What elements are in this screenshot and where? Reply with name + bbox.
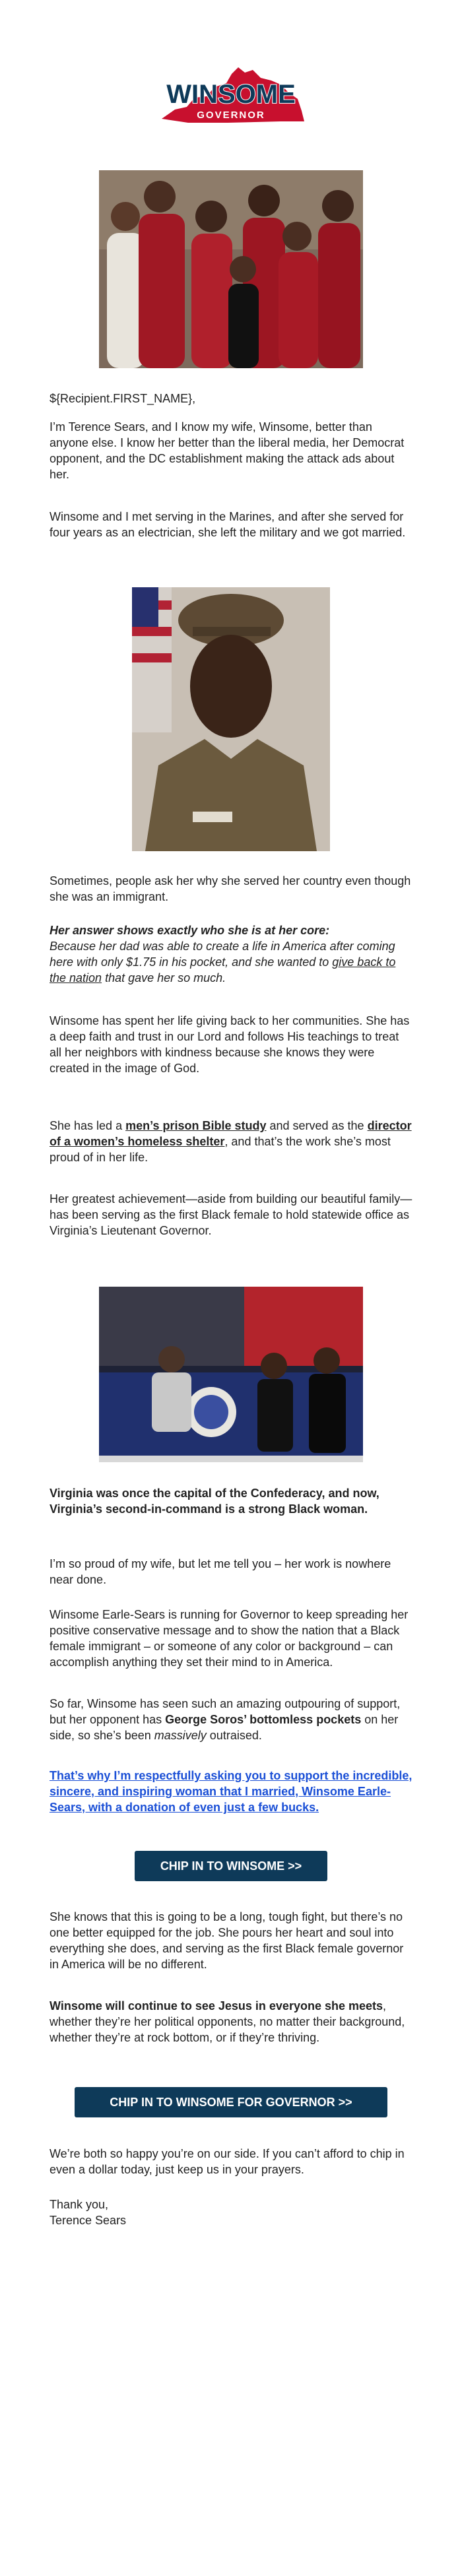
para5-c: and served as the <box>266 1119 368 1132</box>
swearing-in-photo <box>99 1287 363 1462</box>
para-tough-fight: She knows that this is going to be a long, tough fight, but there’s no one better equipped for the job. She pours her heart and soul into everything she does, and serving as the first Black female governor in America will be no different. <box>50 1910 404 1971</box>
para10-e: outraised. <box>206 1729 262 1742</box>
winsome-governor-logo <box>148 58 314 128</box>
para-why-served: Sometimes, people ask her why she served her country even though she was an immigrant. <box>50 874 411 903</box>
signoff: Thank you, <box>50 2198 109 2211</box>
para-her-answer <box>50 922 412 986</box>
para-proud: I’m so proud of my wife, but let me tell you – her work is nowhere near done. <box>50 1557 391 1586</box>
give-back-link[interactable]: give back to the nation <box>50 955 396 984</box>
para-marines: Winsome and I met serving in the Marines, and after she served for four years as an electrician, she left the military and we got married. <box>50 510 406 539</box>
logo-name: WINSOME <box>166 80 296 109</box>
marine-portrait-photo <box>132 587 330 851</box>
soros-text: George Soros’ bottomless pockets <box>165 1713 362 1726</box>
signature: Terence Sears <box>50 2214 127 2227</box>
para-running: Winsome Earle-Sears is running for Governor to keep spreading her positive conservative message and to show the nation that a Black female immigrant – or someone of any color or background – can accomplish anything they set their mind to in America. <box>50 1608 409 1669</box>
salutation: ${Recipient.FIRST_NAME}, <box>50 392 196 405</box>
para-jesus <box>50 1998 412 2045</box>
para10-c: on her side, so she’s been <box>50 1713 399 1742</box>
para-achievement: Her greatest achievement—aside from building our beautiful family—has been serving as the first Black female to hold statewide office as Virginia’s Lieutenant Governor. <box>50 1192 412 1237</box>
para12-a: Winsome will continue to see Jesus in everyone she meets <box>50 1999 383 2012</box>
para12-b: , whether they’re her political opponents, no matter their background, whether they’re at rock bottom, or if they’re thriving. <box>50 1999 405 2044</box>
chip-in-button[interactable]: CHIP IN TO WINSOME >> <box>135 1851 327 1881</box>
chip-in-governor-button[interactable]: CHIP IN TO WINSOME FOR GOVERNOR >> <box>75 2087 387 2117</box>
massively-text: massively <box>154 1729 207 1742</box>
para-giving-back: Winsome has spent her life giving back to her communities. She has a deep faith and trust in our Lord and follows His teachings to treat all her neighbors with kindness because she knows they were created in the image of God. <box>50 1014 410 1075</box>
para5-e: , and that’s the work she’s most proud of in her life. <box>50 1135 391 1164</box>
para-service <box>50 1118 412 1165</box>
answer-lead: Her answer shows exactly who she is at her core: <box>50 924 330 937</box>
family-photo <box>99 170 363 368</box>
prison-bible-study-link[interactable]: men’s prison Bible study <box>125 1119 267 1132</box>
donation-ask-link[interactable]: That’s why I’m respectfully asking you to support the incredible, sincere, and inspiring woman that I married, Winsome Earle-Sears, with a donation of even just a few bucks. <box>50 1769 412 1814</box>
homeless-shelter-link[interactable]: director of a women’s homeless shelter <box>50 1119 412 1148</box>
para-intro: I’m Terence Sears, and I know my wife, Winsome, better than anyone else. I know her better than the liberal media, her Democrat opponent, and the DC establishment making the attack ads about her. <box>50 420 405 481</box>
para-prayers: We’re both so happy you’re on our side. If you can’t afford to chip in even a dollar today, just keep us in your prayers. <box>50 2147 405 2176</box>
logo-subtitle: GOVERNOR <box>197 110 265 121</box>
para-outraised <box>50 1696 412 1743</box>
answer-body: Because her dad was able to create a life in America after coming here with only $1.75 in his pocket, and she wanted to <box>50 940 395 969</box>
answer-tail: that gave her so much. <box>102 971 226 984</box>
para5-a: She has led a <box>50 1119 126 1132</box>
para10-a: So far, Winsome has seen such an amazing outpouring of support, but her opponent has <box>50 1697 401 1726</box>
para-confederacy: Virginia was once the capital of the Confederacy, and now, Virginia’s second-in-command is a strong Black woman. <box>50 1487 380 1516</box>
